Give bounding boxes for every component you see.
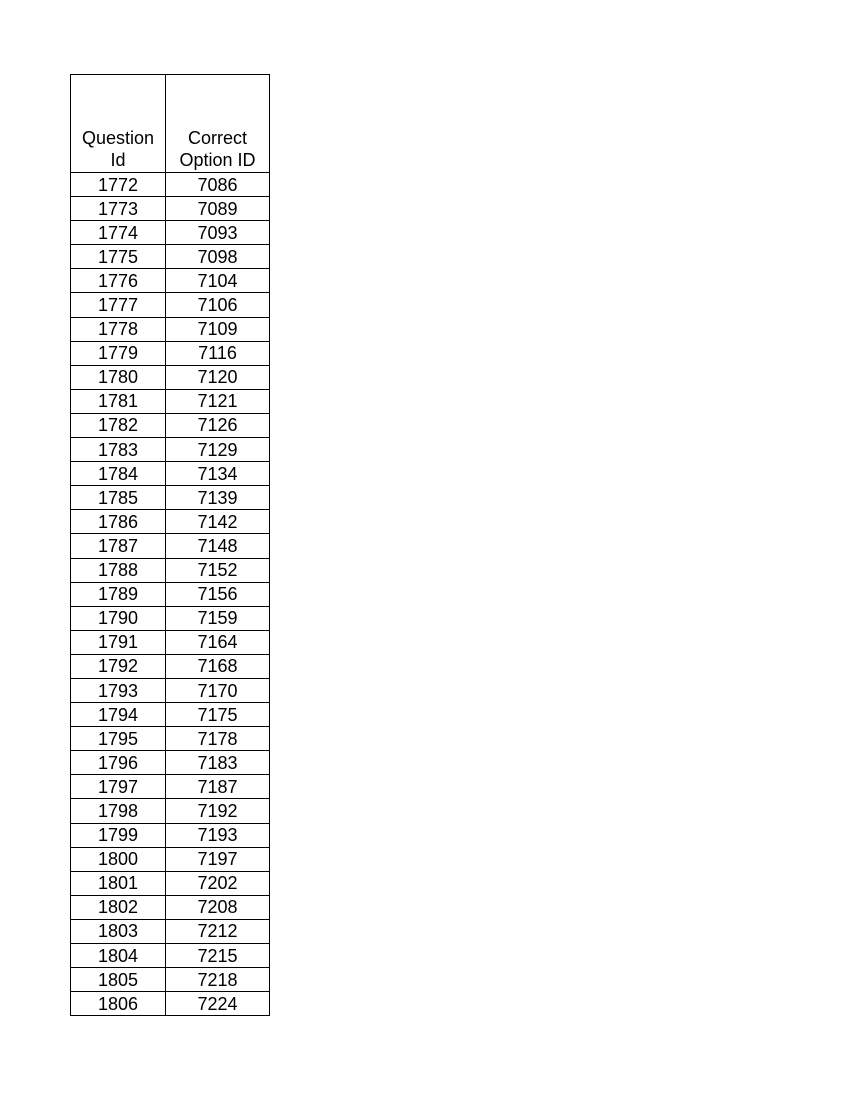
header-correct-option-id-line-1: Correct	[187, 128, 247, 148]
question-id-cell: 1803	[71, 919, 166, 943]
table-row	[71, 654, 270, 678]
table-row	[71, 462, 270, 486]
correct-option-id-cell: 7148	[166, 534, 270, 558]
table-row	[71, 992, 270, 1016]
question-id-cell: 1789	[71, 582, 166, 606]
table-row	[71, 317, 270, 341]
question-id-cell: 1791	[71, 630, 166, 654]
correct-option-id-cell: 7218	[166, 968, 270, 992]
question-id-cell: 1805	[71, 968, 166, 992]
table-row	[71, 438, 270, 462]
correct-option-id-cell: 7098	[166, 245, 270, 269]
correct-option-id-cell: 7159	[166, 606, 270, 630]
table-row	[71, 558, 270, 582]
question-id-cell: 1806	[71, 992, 166, 1016]
correct-option-id-cell: 7121	[166, 389, 270, 413]
question-id-cell: 1790	[71, 606, 166, 630]
correct-option-id-cell: 7168	[166, 654, 270, 678]
question-id-cell: 1776	[71, 269, 166, 293]
question-id-cell: 1777	[71, 293, 166, 317]
question-id-cell: 1801	[71, 871, 166, 895]
correct-option-id-cell: 7197	[166, 847, 270, 871]
question-id-cell: 1796	[71, 751, 166, 775]
correct-option-id-cell: 7178	[166, 727, 270, 751]
table-body	[71, 173, 270, 1016]
correct-option-id-cell: 7215	[166, 944, 270, 968]
correct-option-id-cell: 7086	[166, 173, 270, 197]
table-row	[71, 269, 270, 293]
header-correct-option-id	[166, 75, 270, 173]
table-row	[71, 703, 270, 727]
header-row	[71, 75, 270, 173]
table-row	[71, 413, 270, 437]
question-id-cell: 1781	[71, 389, 166, 413]
question-id-cell: 1774	[71, 221, 166, 245]
question-id-cell: 1785	[71, 486, 166, 510]
correct-option-id-cell: 7187	[166, 775, 270, 799]
answer-key-table	[70, 74, 270, 1016]
table-row	[71, 606, 270, 630]
correct-option-id-cell: 7134	[166, 462, 270, 486]
question-id-cell: 1798	[71, 799, 166, 823]
table-row	[71, 389, 270, 413]
table-row	[71, 847, 270, 871]
question-id-cell: 1804	[71, 944, 166, 968]
question-id-cell: 1782	[71, 413, 166, 437]
correct-option-id-cell: 7139	[166, 486, 270, 510]
question-id-cell: 1799	[71, 823, 166, 847]
table-row	[71, 534, 270, 558]
table-header	[71, 75, 270, 173]
question-id-cell: 1795	[71, 727, 166, 751]
question-id-cell: 1780	[71, 365, 166, 389]
correct-option-id-cell: 7120	[166, 365, 270, 389]
correct-option-id-cell: 7175	[166, 703, 270, 727]
correct-option-id-cell: 7126	[166, 413, 270, 437]
question-id-cell: 1784	[71, 462, 166, 486]
table-row	[71, 221, 270, 245]
question-id-cell: 1793	[71, 678, 166, 702]
table-row	[71, 823, 270, 847]
table-row	[71, 582, 270, 606]
question-id-cell: 1800	[71, 847, 166, 871]
question-id-cell: 1788	[71, 558, 166, 582]
table-row	[71, 919, 270, 943]
correct-option-id-cell: 7116	[166, 341, 270, 365]
correct-option-id-cell: 7183	[166, 751, 270, 775]
correct-option-id-cell: 7164	[166, 630, 270, 654]
correct-option-id-cell: 7193	[166, 823, 270, 847]
table-row	[71, 510, 270, 534]
question-id-cell: 1797	[71, 775, 166, 799]
table-row	[71, 293, 270, 317]
correct-option-id-cell: 7106	[166, 293, 270, 317]
question-id-cell: 1779	[71, 341, 166, 365]
correct-option-id-cell: 7093	[166, 221, 270, 245]
table-row	[71, 630, 270, 654]
correct-option-id-cell: 7212	[166, 919, 270, 943]
table-row	[71, 197, 270, 221]
table-row	[71, 751, 270, 775]
table-row	[71, 678, 270, 702]
correct-option-id-cell: 7224	[166, 992, 270, 1016]
correct-option-id-cell: 7104	[166, 269, 270, 293]
correct-option-id-cell: 7156	[166, 582, 270, 606]
table-row	[71, 341, 270, 365]
correct-option-id-cell: 7170	[166, 678, 270, 702]
table-row	[71, 895, 270, 919]
table-row	[71, 365, 270, 389]
question-id-cell: 1775	[71, 245, 166, 269]
question-id-cell: 1802	[71, 895, 166, 919]
question-id-cell: 1792	[71, 654, 166, 678]
correct-option-id-cell: 7208	[166, 895, 270, 919]
header-question-id-line-1: Question	[81, 128, 155, 148]
correct-option-id-cell: 7152	[166, 558, 270, 582]
table-row	[71, 968, 270, 992]
question-id-cell: 1794	[71, 703, 166, 727]
correct-option-id-cell: 7192	[166, 799, 270, 823]
header-correct-option-id-line-2: Option ID	[179, 150, 256, 170]
header-question-id-line-2: Id	[110, 150, 126, 170]
table-row	[71, 775, 270, 799]
correct-option-id-cell: 7129	[166, 438, 270, 462]
table-row	[71, 944, 270, 968]
correct-option-id-cell: 7109	[166, 317, 270, 341]
table-row	[71, 871, 270, 895]
question-id-cell: 1783	[71, 438, 166, 462]
question-id-cell: 1772	[71, 173, 166, 197]
question-id-cell: 1778	[71, 317, 166, 341]
table-row	[71, 799, 270, 823]
table-row	[71, 727, 270, 751]
table-row	[71, 173, 270, 197]
question-id-cell: 1786	[71, 510, 166, 534]
table-row	[71, 245, 270, 269]
correct-option-id-cell: 7202	[166, 871, 270, 895]
header-question-id	[71, 75, 166, 173]
correct-option-id-cell: 7089	[166, 197, 270, 221]
table-row	[71, 486, 270, 510]
question-id-cell: 1787	[71, 534, 166, 558]
question-id-cell: 1773	[71, 197, 166, 221]
correct-option-id-cell: 7142	[166, 510, 270, 534]
